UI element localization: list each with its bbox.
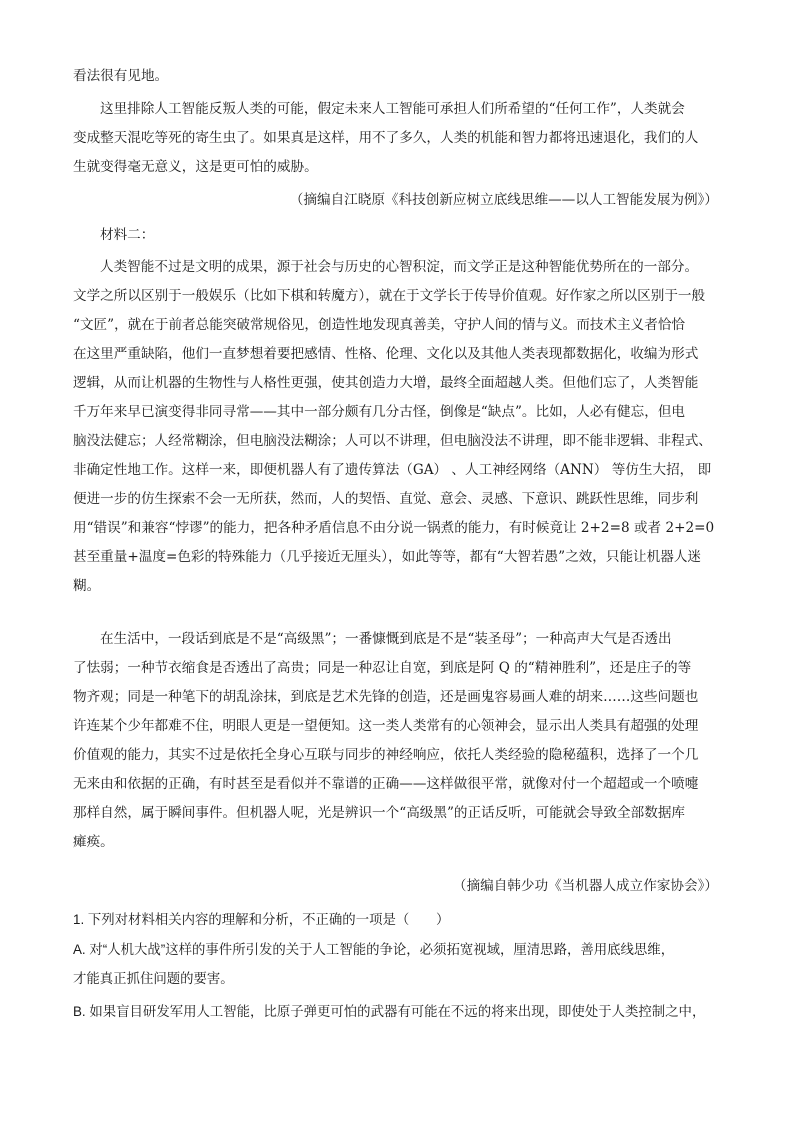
paragraph-line: 逻辑，从而让机器的生物性与人格性更强，使其创造力大增，最终全面超越人类。但他们忘了，人类智能 — [73, 375, 699, 391]
paragraph-line: 了怯弱；一种节衣缩食是否透出了高贵；同是一种忍让自宽，到底是阿 Q 的“精神胜利”，还是庄子的等 — [73, 660, 692, 676]
paragraph-line: 非确定性地工作。这样一来，即便机器人有了遗传算法（GA） 、人工神经网络（ANN） 等仿生大招， 即 — [73, 462, 712, 478]
answer-option-b: B. 如果盲目研发军用人工智能，比原子弹更可怕的武器有可能在不远的将来出现，即使处于人类控制之中， — [73, 1004, 706, 1019]
paragraph-line: 这里排除人工智能反叛人类的可能，假定未来人工智能可承担人们所希望的“任何工作”，人类就会 — [100, 101, 685, 117]
paragraph-line: 脑没法健忘；人经常糊涂，但电脑没法糊涂；人可以不讲理，但电脑没法不讲理，即不能非逻辑、非程式、 — [73, 433, 712, 449]
paragraph-line: 文学之所以区别于一般娱乐（比如下棋和转魔方），就在于文学长于传导价值观。好作家之所以区别于一般 — [73, 288, 706, 304]
paragraph-line: “文匠”，就在于前者总能突破常规俗见，创造性地发现真善美，守护人间的情与义。而技术主义者恰恰 — [73, 317, 686, 333]
paragraph-line: 那样自然，属于瞬间事件。但机器人呢，光是辨识一个“高级黑”的正话反听，可能就会导致全部数据库 — [73, 805, 686, 821]
paragraph-line: 无来由和依据的正确，有时甚至是看似并不靠谱的正确——这样做很平常，就像对付一个超超或一个喷嚏 — [73, 776, 699, 792]
paragraph-line: 在生活中，一段话到底是不是“高级黑”；一番慷慨到底是不是“装圣母”；一种高声大气是否透出 — [100, 631, 672, 647]
paragraph-line: 物齐观；同是一种笔下的胡乱涂抹，到底是艺术先锋的创造，还是画鬼容易画人难的胡来……这些问题也 — [73, 689, 699, 705]
source-citation: （摘编自江晓原《科技创新应树立底线思维——以人工智能发展为例》） — [289, 192, 718, 208]
source-citation: （摘编自韩少功《当机器人成立作家协会》） — [452, 878, 718, 894]
paragraph-line: 在这里严重缺陷，他们一直梦想着要把感情、性格、伦理、文化以及其他人类表现都数据化，收编为形式 — [73, 346, 699, 362]
paragraph-line: 便进一步的仿生探索不会一无所获，然而，人的契悟、直觉、意会、灵感、下意识、跳跃性思维，同步利 — [73, 491, 699, 507]
answer-option-a-continued: 才能真正抓住问题的要害。 — [73, 971, 234, 986]
paragraph-line: 看法很有见地。 — [73, 68, 169, 84]
paragraph-line: 变成整天混吃等死的寄生虫了。如果真是这样，用不了多久，人类的机能和智力都将迅速退化，我们的人 — [73, 130, 699, 146]
paragraph-line: 千万年来早已演变得非同寻常——其中一部分颇有几分古怪，倒像是“缺点”。比如，人必有健忘，但电 — [73, 404, 686, 420]
paragraph-line: 人类智能不过是文明的成果，源于社会与历史的心智积淀，而文学正是这种智能优势所在的一部分。 — [100, 259, 699, 275]
paragraph-line: 用“错误”和兼容“悖谬”的能力，把各种矛盾信息不由分说一锅煮的能力，有时候竟让 2+2=8 或者 2+2=0 — [73, 520, 715, 536]
answer-option-a: A. 对“人机大战”这样的事件所引发的关于人工智能的争论，必须拓宽视域，厘清思路，善用底线思维， — [73, 942, 675, 957]
paragraph-line: 甚至重量+温度=色彩的特殊能力（几乎接近无厘头），如此等等，都有“大智若愚”之效，只能让机器人迷 — [73, 549, 702, 565]
paragraph-line: 许连某个少年都难不住，明眼人更是一望便知。这一类人类常有的心领神会，显示出人类具有超强的处理 — [73, 718, 699, 734]
paragraph-line: 糊。 — [73, 578, 101, 594]
section-heading: 材料二： — [100, 227, 155, 243]
paragraph-line: 生就变得毫无意义，这是更可怕的威胁。 — [73, 159, 318, 175]
paragraph-line: 价值观的能力，其实不过是依托全身心互联与同步的神经响应，依托人类经验的隐秘蕴积，选择了一个几 — [73, 747, 699, 763]
paragraph-line: 瘫痪。 — [73, 834, 114, 850]
question-stem: 1. 下列对材料相关内容的理解和分析，不正确的一项是（ ） — [73, 912, 450, 927]
